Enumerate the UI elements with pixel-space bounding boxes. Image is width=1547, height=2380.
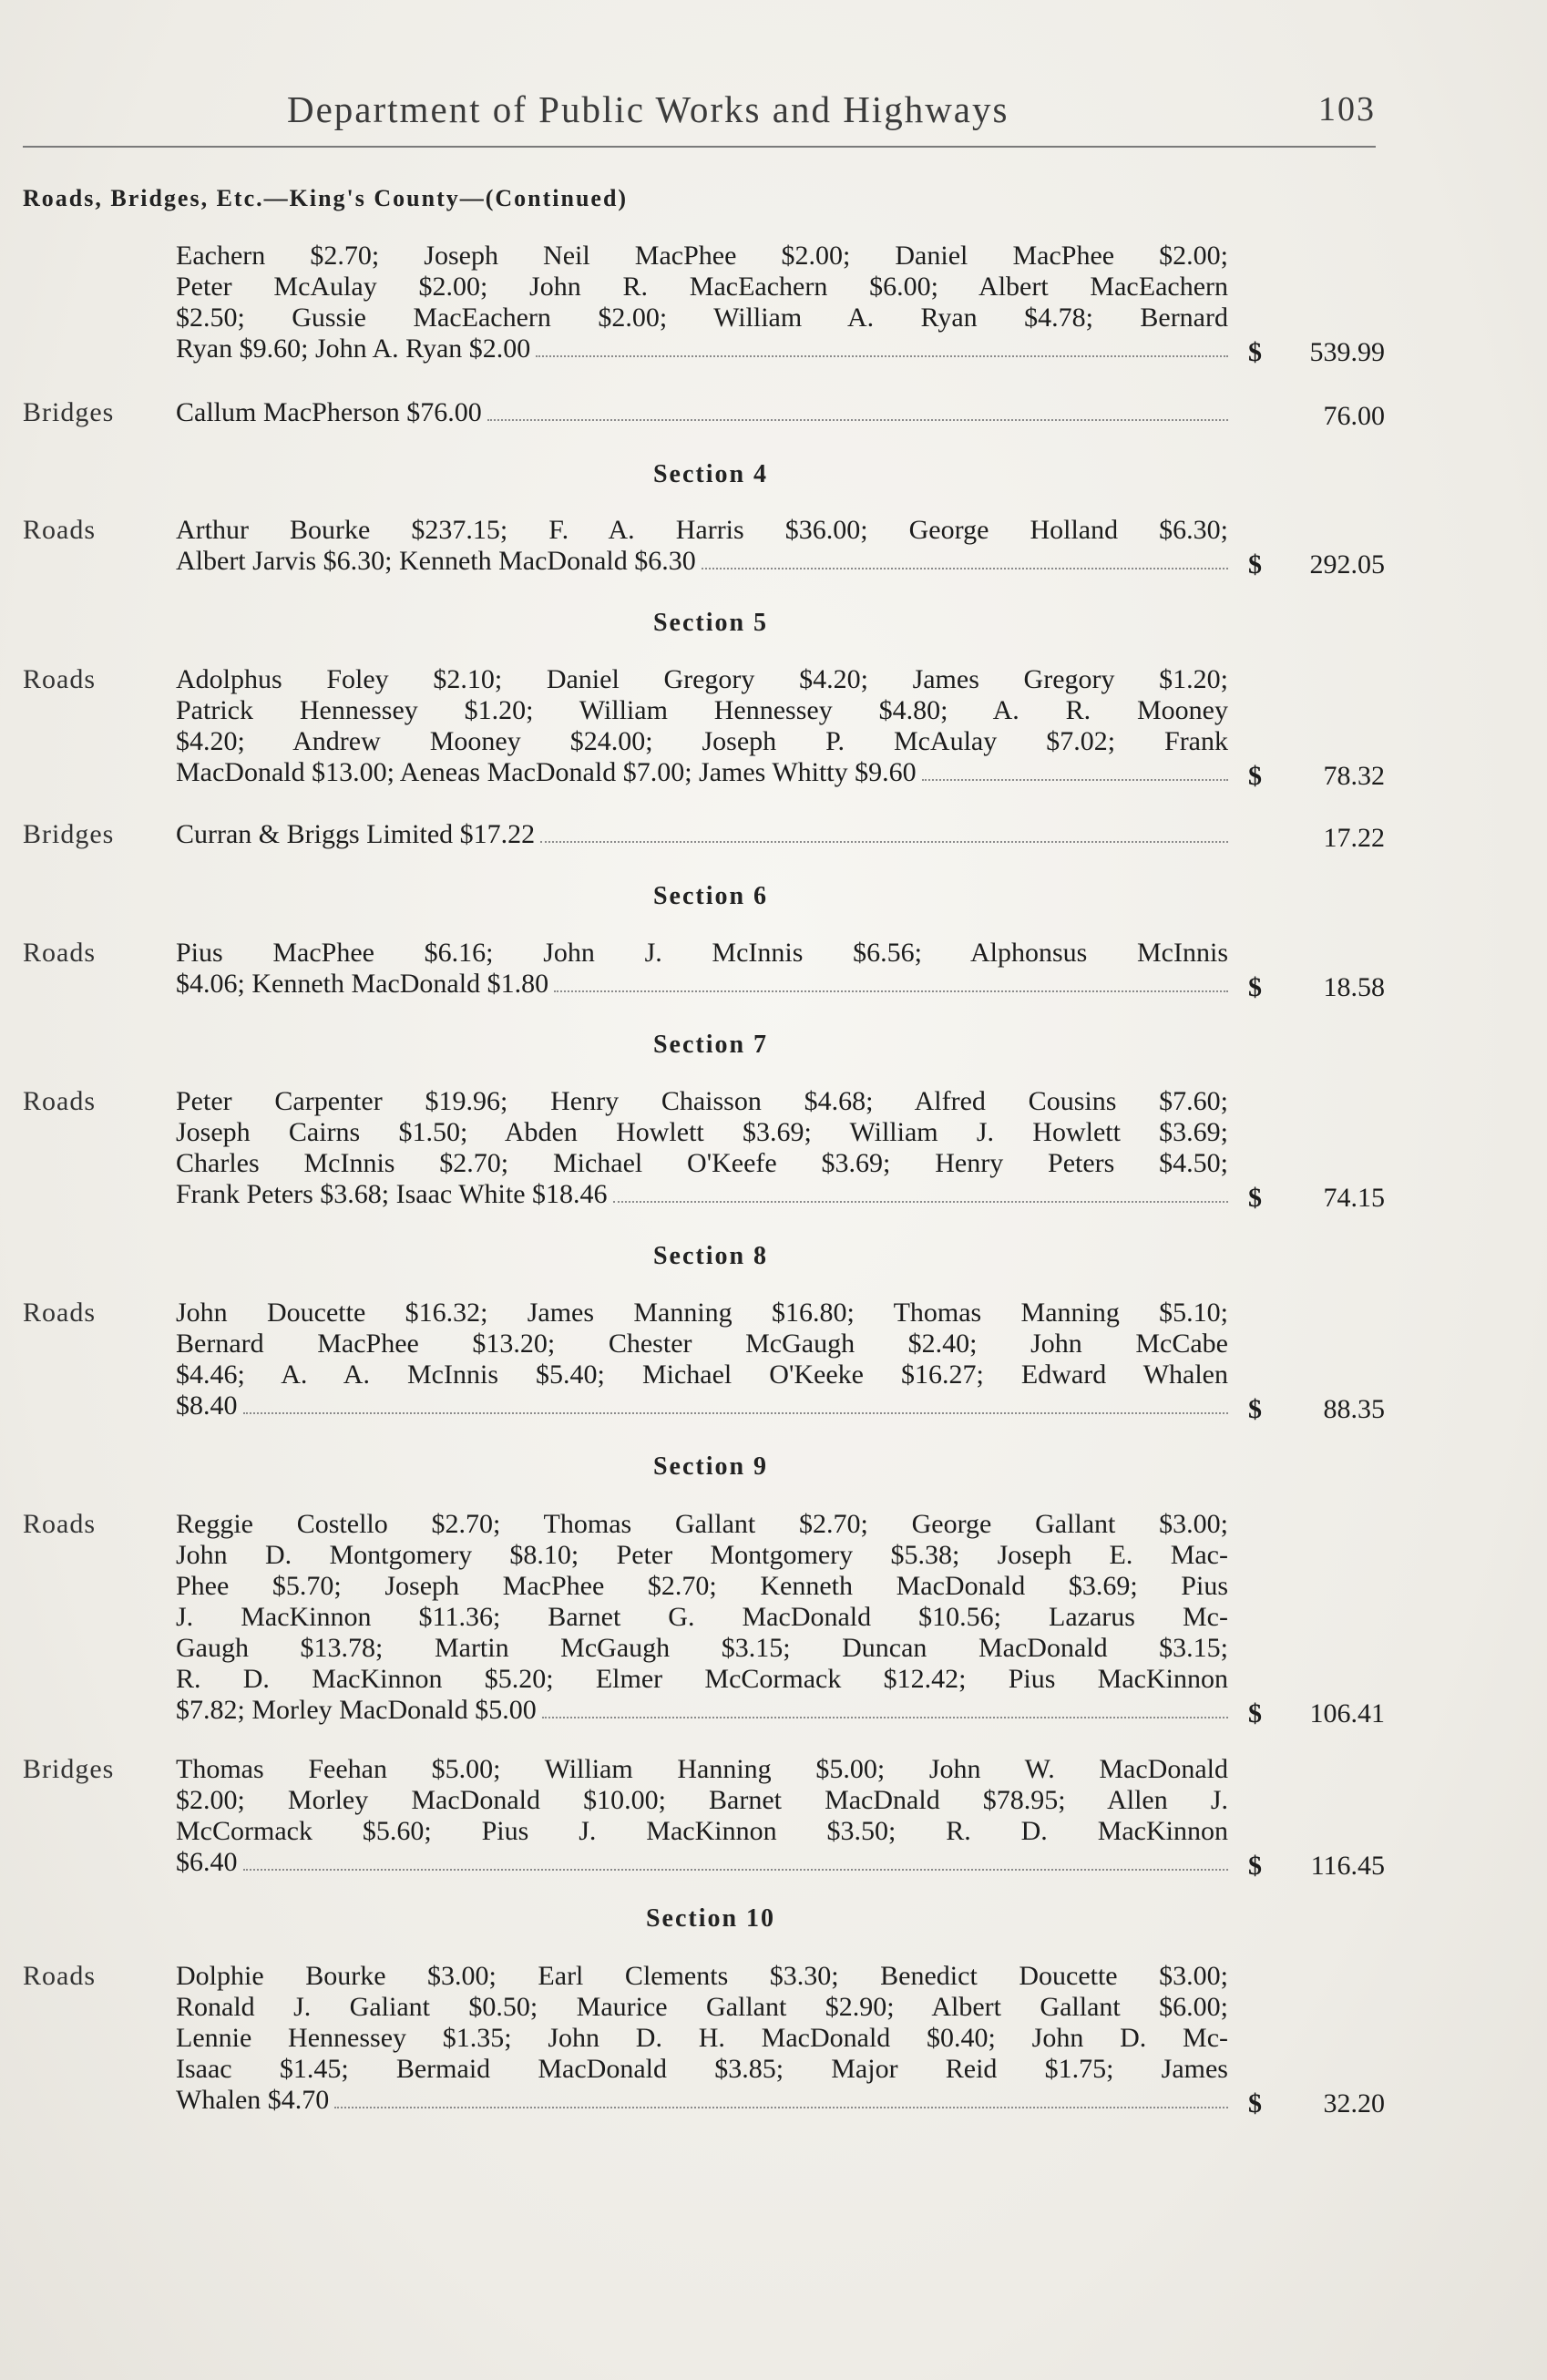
payee-last-line (176, 757, 1228, 788)
dot-leader (487, 418, 1228, 421)
payee-line: Reggie Costello $2.70; Thomas Gallant $2.70; George Gallant $3.00; (176, 1509, 1228, 1539)
payee-last-line (176, 819, 1228, 850)
dollar-sign: $ (1248, 1851, 1262, 1881)
entry-amount: 106.41 (1309, 1698, 1385, 1729)
payee-line: John D. Montgomery $8.10; Peter Montgomery $5.38; Joseph E. Mac- (176, 1540, 1228, 1570)
running-title: Department of Public Works and Highways (287, 88, 1009, 130)
payee-line: Pius MacPhee $6.16; John J. McInnis $6.56; Alphonsus McInnis (176, 938, 1228, 968)
payee-line: Albert Jarvis $6.30; Kenneth MacDonald $6.30 (176, 546, 696, 576)
entry-amount: 32.20 (1323, 2088, 1385, 2118)
section-heading-5: Section 5 (652, 609, 769, 637)
entry-payees (176, 397, 1228, 428)
entry-payees (176, 1086, 1228, 1210)
dot-leader (554, 990, 1228, 992)
entry-payees (176, 938, 1228, 1000)
dollar-sign: $ (1248, 2088, 1262, 2118)
section-heading-7: Section 7 (652, 1031, 769, 1059)
payee-line: Whalen $4.70 (176, 2085, 330, 2115)
payee-line: Adolphus Foley $2.10; Daniel Gregory $4.20; James Gregory $1.20; (176, 664, 1228, 694)
payee-last-line (176, 397, 1228, 428)
entry-category: Roads (23, 1961, 96, 1991)
payee-line: John Doucette $16.32; James Manning $16.80; Thomas Manning $5.10; (176, 1298, 1228, 1328)
payee-line: Callum MacPherson $76.00 (176, 397, 482, 427)
entry-category: Roads (23, 1298, 96, 1328)
page-number: 103 (1318, 90, 1376, 128)
payee-line: R. D. MacKinnon $5.20; Elmer McCormack $12.42; Pius MacKinnon (176, 1664, 1228, 1694)
continued-heading: Roads, Bridges, Etc.—King's County—(Continued) (23, 185, 629, 211)
payee-line: $4.20; Andrew Mooney $24.00; Joseph P. McAulay $7.02; Frank (176, 726, 1228, 756)
payee-line: $2.00; Morley MacDonald $10.00; Barnet MacDnald $78.95; Allen J. (176, 1785, 1228, 1815)
dot-leader (334, 2106, 1228, 2108)
entry-payees (176, 819, 1228, 850)
dot-leader (542, 1716, 1228, 1718)
entry-amount: 17.22 (1323, 823, 1385, 853)
payee-last-line (176, 2085, 1228, 2116)
entry-payees (176, 241, 1228, 364)
payee-line: $6.40 (176, 1847, 238, 1877)
entry-amount: 88.35 (1323, 1394, 1385, 1424)
dot-leader (536, 354, 1228, 357)
payee-line: Gaugh $13.78; Martin McGaugh $3.15; Duncan MacDonald $3.15; (176, 1633, 1228, 1663)
entry-amount: 74.15 (1323, 1183, 1385, 1213)
dollar-sign: $ (1248, 1183, 1262, 1213)
payee-line: Peter McAulay $2.00; John R. MacEachern $6.00; Albert MacEachern (176, 272, 1228, 302)
payee-last-line (176, 333, 1228, 364)
dollar-sign: $ (1248, 1698, 1262, 1729)
entry-payees (176, 515, 1228, 577)
dot-leader (243, 1411, 1229, 1414)
entry-payees (176, 1754, 1228, 1878)
payee-line: Ronald J. Galiant $0.50; Maurice Gallant $2.90; Albert Gallant $6.00; (176, 1992, 1228, 2022)
payee-line: Isaac $1.45; Bermaid MacDonald $3.85; Major Reid $1.75; James (176, 2054, 1228, 2084)
section-heading-8: Section 8 (652, 1242, 769, 1270)
payee-line: Bernard MacPhee $13.20; Chester McGaugh $2.40; John McCabe (176, 1328, 1228, 1359)
payee-line: Frank Peters $3.68; Isaac White $18.46 (176, 1179, 608, 1209)
payee-last-line (176, 1179, 1228, 1210)
payee-line: Lennie Hennessey $1.35; John D. H. MacDonald $0.40; John D. Mc- (176, 2023, 1228, 2053)
payee-line: $2.50; Gussie MacEachern $2.00; William A. Ryan $4.78; Bernard (176, 303, 1228, 333)
dollar-sign: $ (1248, 337, 1262, 367)
payee-line: McCormack $5.60; Pius J. MacKinnon $3.50; R. D. MacKinnon (176, 1816, 1228, 1846)
entry-category: Roads (23, 664, 96, 694)
payee-line: Eachern $2.70; Joseph Neil MacPhee $2.00; Daniel MacPhee $2.00; (176, 241, 1228, 271)
dot-leader (613, 1200, 1228, 1203)
entry-amount: 292.05 (1309, 549, 1385, 580)
payee-line: $4.06; Kenneth MacDonald $1.80 (176, 969, 549, 999)
section-heading-9: Section 9 (652, 1452, 769, 1481)
payee-line: Joseph Cairns $1.50; Abden Howlett $3.69; William J. Howlett $3.69; (176, 1117, 1228, 1147)
entry-category: Roads (23, 1509, 96, 1539)
payee-line: Phee $5.70; Joseph MacPhee $2.70; Kenneth MacDonald $3.69; Pius (176, 1571, 1228, 1601)
page-header (23, 87, 1376, 148)
payee-last-line (176, 1847, 1228, 1878)
section-heading-10: Section 10 (645, 1904, 776, 1933)
payee-line: Charles McInnis $2.70; Michael O'Keefe $3.69; Henry Peters $4.50; (176, 1148, 1228, 1178)
entry-payees (176, 664, 1228, 788)
dot-leader (702, 567, 1228, 569)
payee-line: $7.82; Morley MacDonald $5.00 (176, 1695, 537, 1725)
entry-category: Roads (23, 938, 96, 968)
payee-line: Thomas Feehan $5.00; William Hanning $5.00; John W. MacDonald (176, 1754, 1228, 1784)
entry-payees (176, 1298, 1228, 1421)
payee-line: Patrick Hennessey $1.20; William Hennessey $4.80; A. R. Mooney (176, 695, 1228, 725)
payee-last-line (176, 546, 1228, 577)
entry-amount: 116.45 (1310, 1851, 1385, 1881)
section-heading-6: Section 6 (652, 882, 769, 910)
entry-category: Bridges (23, 819, 115, 849)
entry-amount: 78.32 (1323, 761, 1385, 791)
dollar-sign: $ (1248, 549, 1262, 580)
payee-line: J. MacKinnon $11.36; Barnet G. MacDonald $10.56; Lazarus Mc- (176, 1602, 1228, 1632)
payee-line: $4.46; A. A. McInnis $5.40; Michael O'Keeke $16.27; Edward Whalen (176, 1359, 1228, 1390)
payee-line: Peter Carpenter $19.96; Henry Chaisson $4.68; Alfred Cousins $7.60; (176, 1086, 1228, 1116)
entry-category: Bridges (23, 1754, 115, 1784)
dollar-sign: $ (1248, 1394, 1262, 1424)
payee-last-line (176, 1390, 1228, 1421)
payee-line: Dolphie Bourke $3.00; Earl Clements $3.30; Benedict Doucette $3.00; (176, 1961, 1228, 1991)
dot-leader (243, 1868, 1229, 1871)
payee-line: Arthur Bourke $237.15; F. A. Harris $36.00; George Holland $6.30; (176, 515, 1228, 545)
entry-amount: 539.99 (1309, 337, 1385, 367)
section-heading-4: Section 4 (652, 460, 769, 488)
payee-line: MacDonald $13.00; Aeneas MacDonald $7.00; James Whitty $9.60 (176, 757, 917, 787)
dollar-sign: $ (1248, 972, 1262, 1002)
payee-last-line (176, 969, 1228, 1000)
entry-category: Roads (23, 1086, 96, 1116)
dot-leader (922, 778, 1228, 781)
entry-category: Roads (23, 515, 96, 545)
entry-amount: 76.00 (1323, 401, 1385, 431)
payee-line: Curran & Briggs Limited $17.22 (176, 819, 536, 849)
entry-payees (176, 1961, 1228, 2116)
dot-leader (540, 840, 1228, 843)
payee-last-line (176, 1695, 1228, 1726)
payee-line: $8.40 (176, 1390, 238, 1421)
entry-payees (176, 1509, 1228, 1726)
dollar-sign: $ (1248, 761, 1262, 791)
payee-line: Ryan $9.60; John A. Ryan $2.00 (176, 333, 531, 364)
entry-category: Bridges (23, 397, 115, 427)
entry-amount: 18.58 (1323, 972, 1385, 1002)
